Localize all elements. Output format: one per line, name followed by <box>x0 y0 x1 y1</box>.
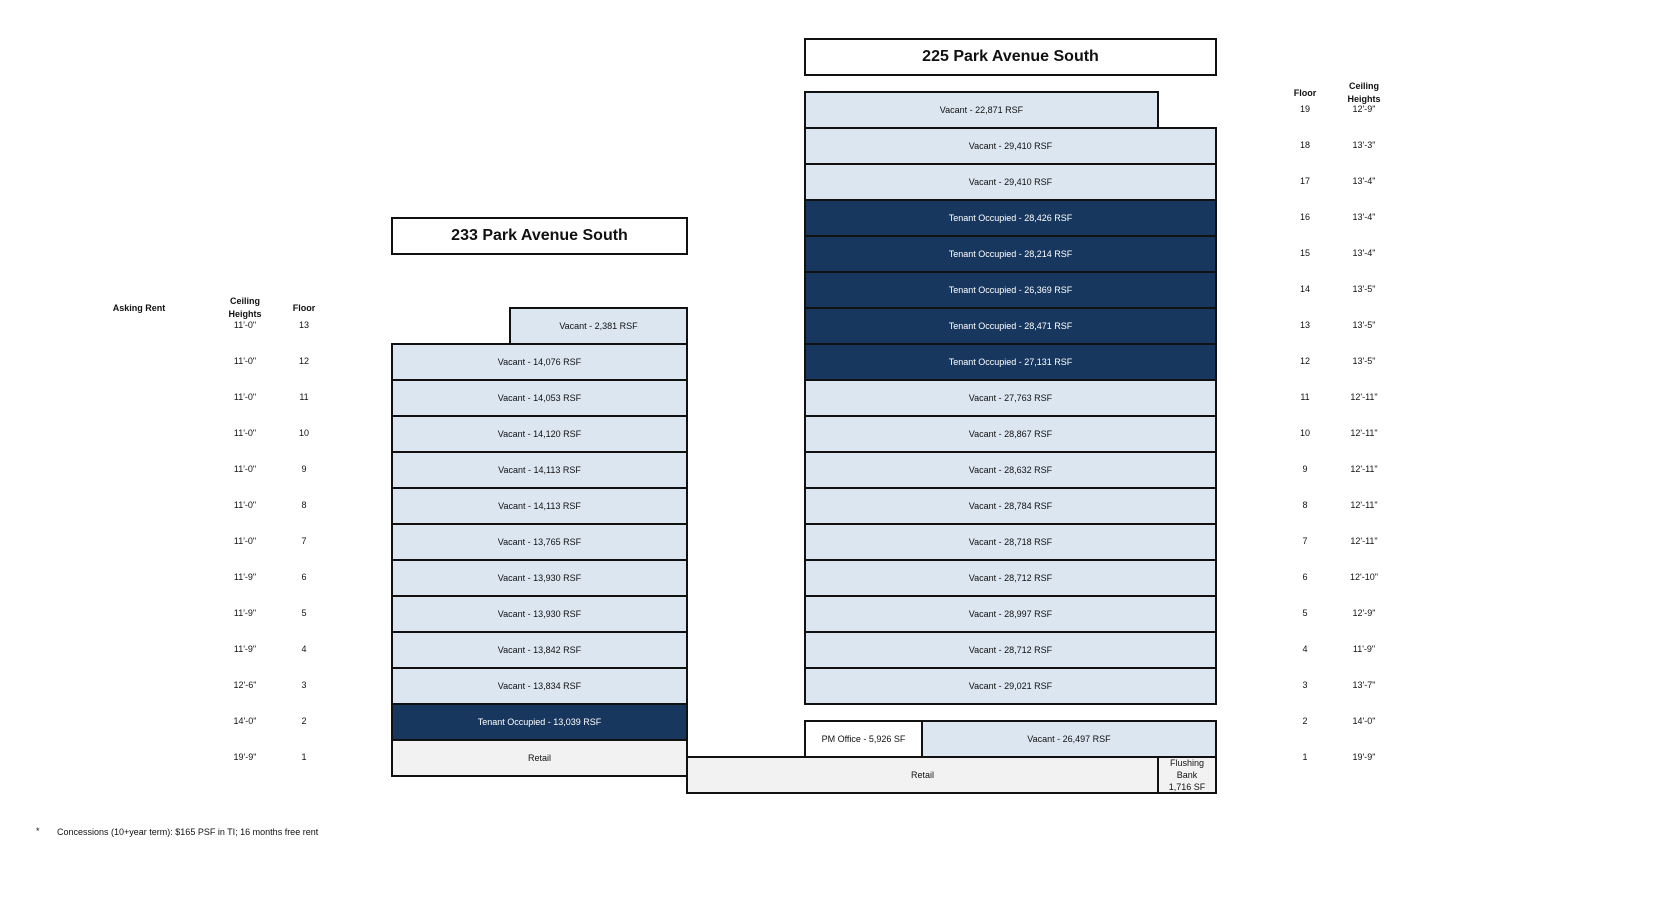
left-floor-4: 4 <box>301 644 307 654</box>
b225-floor-5 <box>804 595 1217 633</box>
right-ceiling-4: 11'-9" <box>1352 644 1376 654</box>
b225-floor-11-label: Vacant - 27,763 RSF <box>968 392 1053 403</box>
right-floor-8: 8 <box>1302 500 1308 510</box>
b225-floor-19 <box>804 91 1159 129</box>
left-ceiling-12: 11'-0" <box>233 356 257 366</box>
b225-floor-4-label: Vacant - 28,712 RSF <box>968 644 1053 655</box>
b233-floor-13-label: Vacant - 2,381 RSF <box>559 320 638 331</box>
right-floor-4: 4 <box>1302 644 1308 654</box>
left-ceiling-3: 12'-6" <box>233 680 257 690</box>
left-floor-header: Floor <box>292 303 316 313</box>
left-floor-12: 12 <box>298 356 309 366</box>
right-floor-16: 16 <box>1299 212 1310 222</box>
floor-2-vacant-block <box>921 720 1217 758</box>
b225-floor-13-label: Tenant Occupied - 28,471 RSF <box>948 320 1073 331</box>
right-ceiling-14: 13'-5" <box>1352 284 1376 294</box>
left-ceiling-11: 11'-0" <box>233 392 257 402</box>
left-ceiling-8: 11'-0" <box>233 500 257 510</box>
right-ceiling-6: 12'-10" <box>1350 572 1378 582</box>
left-floor-13: 13 <box>298 320 309 330</box>
right-floor-header: Floor <box>1293 88 1317 98</box>
b225-floor-15 <box>804 235 1217 273</box>
right-floor-15: 15 <box>1299 248 1310 258</box>
floor-2-vacant-label: Vacant - 26,497 RSF <box>1027 733 1111 744</box>
b233-floor-7 <box>391 523 688 561</box>
right-ceiling-18: 13'-3" <box>1352 140 1376 150</box>
b233-floor-3 <box>391 667 688 705</box>
b225-floor-14 <box>804 271 1217 309</box>
b233-floor-10-label: Vacant - 14,120 RSF <box>497 428 582 439</box>
b225-floor-15-label: Tenant Occupied - 28,214 RSF <box>948 248 1073 259</box>
left-ceiling-header: Ceiling Heights <box>228 296 262 319</box>
pm-office-block <box>804 720 923 758</box>
right-floor-12: 12 <box>1299 356 1310 366</box>
flushing-bank-label: Flushing Bank 1,716 SF <box>1168 758 1206 792</box>
b233-floor-6 <box>391 559 688 597</box>
b233-floor-8 <box>391 487 688 525</box>
b225-floor-18-label: Vacant - 29,410 RSF <box>968 140 1053 151</box>
right-floor-19: 19 <box>1299 104 1310 114</box>
left-floor-6: 6 <box>301 572 307 582</box>
left-ceiling-1: 19'-9" <box>233 752 257 762</box>
b233-floor-2 <box>391 703 688 741</box>
b233-floor-10 <box>391 415 688 453</box>
left-floor-8: 8 <box>301 500 307 510</box>
b225-floor-4 <box>804 631 1217 669</box>
b233-floor-11-label: Vacant - 14,053 RSF <box>497 392 582 403</box>
footnote-text: Concessions (10+year term): $165 PSF in TI; 16 months free rent <box>57 827 319 837</box>
title-233: 233 Park Avenue South <box>391 217 688 255</box>
right-floor-18: 18 <box>1299 140 1310 150</box>
right-ceiling-17: 13'-4" <box>1352 176 1376 186</box>
b233-floor-11 <box>391 379 688 417</box>
right-floor-6: 6 <box>1302 572 1308 582</box>
right-ceiling-2: 14'-0" <box>1352 716 1376 726</box>
right-ceiling-9: 12'-11" <box>1350 464 1378 474</box>
left-floor-10: 10 <box>298 428 309 438</box>
b225-floor-7 <box>804 523 1217 561</box>
b233-floor-8-label: Vacant - 14,113 RSF <box>498 500 581 511</box>
left-floor-11: 11 <box>299 392 309 402</box>
right-ceiling-1: 19'-9" <box>1352 752 1376 762</box>
b225-floor-12-label: Tenant Occupied - 27,131 RSF <box>948 356 1073 367</box>
left-floor-2: 2 <box>301 716 307 726</box>
left-ceiling-10: 11'-0" <box>233 428 257 438</box>
right-floor-10: 10 <box>1299 428 1310 438</box>
b225-floor-11 <box>804 379 1217 417</box>
b233-floor-7-label: Vacant - 13,765 RSF <box>497 536 582 547</box>
b233-floor-12-label: Vacant - 14,076 RSF <box>497 356 582 367</box>
left-ceiling-13: 11'-0" <box>233 320 257 330</box>
right-ceiling-5: 12'-9" <box>1352 608 1376 618</box>
b225-floor-8-label: Vacant - 28,784 RSF <box>968 500 1053 511</box>
b225-floor-16-label: Tenant Occupied - 28,426 RSF <box>948 212 1073 223</box>
b225-floor-10 <box>804 415 1217 453</box>
b233-floor-9-label: Vacant - 14,113 RSF <box>498 464 581 475</box>
right-floor-14: 14 <box>1299 284 1310 294</box>
b225-floor-18 <box>804 127 1217 165</box>
right-ceiling-19: 12'-9" <box>1352 104 1376 114</box>
right-floor-7: 7 <box>1302 536 1308 546</box>
right-floor-5: 5 <box>1302 608 1308 618</box>
left-floor-9: 9 <box>301 464 307 474</box>
left-ceiling-4: 11'-9" <box>233 644 257 654</box>
right-ceiling-7: 12'-11" <box>1350 536 1378 546</box>
b225-floor-3 <box>804 667 1217 705</box>
title-225: 225 Park Avenue South <box>804 38 1217 76</box>
b225-floor-17-label: Vacant - 29,410 RSF <box>968 176 1053 187</box>
right-ceiling-13: 13'-5" <box>1352 320 1376 330</box>
retail-225-block <box>686 756 1159 794</box>
b225-floor-17 <box>804 163 1217 201</box>
right-ceiling-10: 12'-11" <box>1350 428 1378 438</box>
b233-floor-5 <box>391 595 688 633</box>
left-ceiling-7: 11'-0" <box>233 536 257 546</box>
right-ceiling-16: 13'-4" <box>1352 212 1376 222</box>
b233-floor-1-label: Retail <box>527 752 551 763</box>
left-ceiling-6: 11'-9" <box>233 572 257 582</box>
b233-floor-4 <box>391 631 688 669</box>
b225-floor-14-label: Tenant Occupied - 26,369 RSF <box>948 284 1073 295</box>
b233-floor-5-label: Vacant - 13,930 RSF <box>497 608 582 619</box>
asking-rent-header: Asking Rent <box>112 303 166 313</box>
left-floor-1: 1 <box>301 752 307 762</box>
footnote-marker: * <box>36 826 40 836</box>
b225-floor-9-label: Vacant - 28,632 RSF <box>968 464 1053 475</box>
left-ceiling-9: 11'-0" <box>233 464 257 474</box>
right-floor-3: 3 <box>1302 680 1308 690</box>
b225-floor-3-label: Vacant - 29,021 RSF <box>968 680 1053 691</box>
b225-floor-16 <box>804 199 1217 237</box>
b225-floor-5-label: Vacant - 28,997 RSF <box>968 608 1053 619</box>
b225-floor-10-label: Vacant - 28,867 RSF <box>968 428 1053 439</box>
b225-floor-7-label: Vacant - 28,718 RSF <box>968 536 1053 547</box>
right-ceiling-12: 13'-5" <box>1352 356 1376 366</box>
b225-floor-6 <box>804 559 1217 597</box>
b225-floor-9 <box>804 451 1217 489</box>
left-floor-5: 5 <box>301 608 307 618</box>
left-ceiling-2: 14'-0" <box>233 716 257 726</box>
b233-floor-12 <box>391 343 688 381</box>
b233-floor-13 <box>509 307 688 345</box>
pm-office-label: PM Office - 5,926 SF <box>821 733 906 744</box>
right-ceiling-11: 12'-11" <box>1350 392 1378 402</box>
retail-225-label: Retail <box>910 769 934 780</box>
right-floor-9: 9 <box>1302 464 1308 474</box>
b225-floor-6-label: Vacant - 28,712 RSF <box>968 572 1053 583</box>
right-floor-13: 13 <box>1299 320 1310 330</box>
b225-floor-12 <box>804 343 1217 381</box>
b225-floor-19-label: Vacant - 22,871 RSF <box>939 104 1024 115</box>
right-floor-2: 2 <box>1302 716 1308 726</box>
b233-floor-1 <box>391 739 688 777</box>
b233-floor-2-label: Tenant Occupied - 13,039 RSF <box>477 716 602 727</box>
b233-floor-3-label: Vacant - 13,834 RSF <box>497 680 582 691</box>
right-floor-17: 17 <box>1299 176 1310 186</box>
right-ceiling-15: 13'-4" <box>1352 248 1376 258</box>
b225-floor-13 <box>804 307 1217 345</box>
right-ceiling-8: 12'-11" <box>1350 500 1378 510</box>
b233-floor-9 <box>391 451 688 489</box>
right-ceiling-header: Ceiling Heights <box>1347 81 1381 104</box>
flushing-bank-block <box>1157 756 1217 794</box>
left-floor-7: 7 <box>301 536 307 546</box>
right-ceiling-3: 13'-7" <box>1352 680 1376 690</box>
right-floor-1: 1 <box>1302 752 1308 762</box>
right-floor-11: 11 <box>1300 392 1310 402</box>
left-ceiling-5: 11'-9" <box>233 608 257 618</box>
b233-floor-6-label: Vacant - 13,930 RSF <box>497 572 582 583</box>
b225-floor-8 <box>804 487 1217 525</box>
b233-floor-4-label: Vacant - 13,842 RSF <box>497 644 582 655</box>
left-floor-3: 3 <box>301 680 307 690</box>
